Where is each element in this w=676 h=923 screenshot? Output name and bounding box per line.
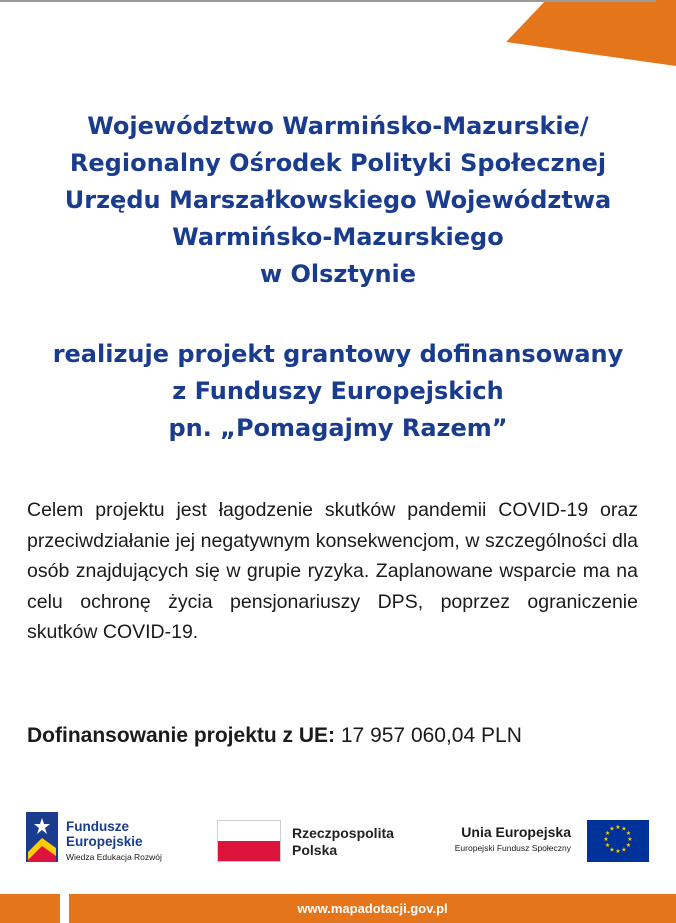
- svg-text:★: ★: [609, 846, 615, 854]
- fundusze-europejskie-star-icon: [26, 812, 58, 862]
- rzeczpospolita-polska-logo: [217, 818, 407, 864]
- subheading-line: realizuje projekt grantowy dofinansowany: [52, 340, 624, 368]
- project-description: Celem projektu jest łagodzenie skutków pandemii COVID-19 oraz przeciwdziałanie jej negatywnym konsekwencjom, w szczególności dla osób znajdujących się w grupie ryzyka. Zaplanowane wsparcie ma na celu ochronę życia pensjonariuszy DPS, poprzez ograniczenie skutków COVID-19.: [27, 499, 638, 643]
- heading-line: Regionalny Ośrodek Polityki Społecznej: [69, 149, 607, 177]
- polish-flag-icon: [217, 820, 281, 862]
- fe-program-name: Wiedza Edukacja Rozwój: [66, 852, 162, 862]
- svg-text:★: ★: [621, 846, 627, 854]
- heading-line: Urzędu Marszałkowskiego Województwa: [64, 186, 612, 214]
- footer-url-link[interactable]: www.mapadotacji.gov.pl: [297, 901, 448, 916]
- funding-statement: [27, 724, 657, 748]
- svg-text:★: ★: [627, 836, 633, 843]
- svg-text:★: ★: [604, 830, 611, 837]
- heading-line: Województwo Warmińsko-Mazurskie/: [87, 112, 589, 140]
- unia-europejska-logo: [436, 818, 651, 864]
- eu-flag-icon: [587, 820, 649, 862]
- fe-logo-line2: Europejskie: [66, 834, 143, 849]
- ue-logo-line1: Unia Europejska: [461, 824, 571, 840]
- corner-decoration: [506, 0, 676, 70]
- svg-text:★: ★: [604, 842, 611, 849]
- page-heading: [20, 108, 656, 293]
- fe-logo-line1: Fundusze: [66, 819, 129, 834]
- funding-label: Dofinansowanie projektu z UE:: [27, 724, 336, 747]
- footer-accent: [0, 894, 60, 923]
- svg-text:★: ★: [603, 836, 609, 843]
- subheading-line: z Funduszy Europejskich: [172, 377, 504, 405]
- svg-text:★: ★: [615, 848, 621, 855]
- fundusze-europejskie-logo: [26, 812, 196, 868]
- svg-text:★: ★: [625, 830, 632, 837]
- project-subheading: [20, 336, 656, 447]
- rp-logo-line2: Polska: [292, 842, 338, 858]
- ue-logo-line2: Europejski Fundusz Społeczny: [454, 843, 571, 853]
- svg-text:★: ★: [609, 825, 615, 833]
- rp-logo-line1: Rzeczpospolita: [292, 825, 394, 841]
- svg-text:★: ★: [621, 825, 627, 833]
- heading-line: Warmińsko-Mazurskiego: [172, 223, 504, 251]
- svg-text:★: ★: [625, 842, 632, 849]
- svg-text:★: ★: [615, 824, 621, 831]
- footer-bar: [0, 894, 676, 923]
- funding-amount: 17 957 060,04 PLN: [340, 724, 522, 747]
- heading-line: w Olsztynie: [259, 260, 417, 288]
- subheading-line: pn. „Pomagajmy Razem”: [168, 414, 508, 442]
